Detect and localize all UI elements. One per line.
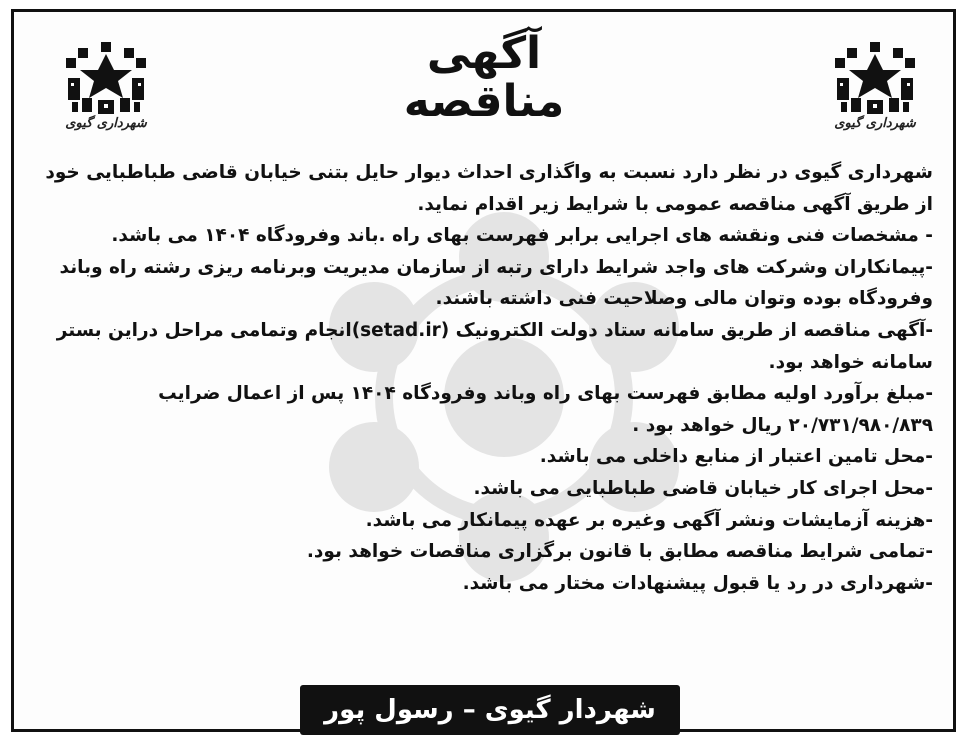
notice-item: -تمامی شرایط مناقصه مطابق با قانون برگزاری مناقصات خواهد بود.	[306, 541, 933, 563]
notice-intro: شهرداری گیوی در نظر دارد نسبت به واگذاری احداث دیوار حایل بتنی خیابان قاضی طباطبایی خود از طریق آگهی مناقصه عمومی با شرایط زیر اقدام نماید.	[45, 162, 933, 215]
logo-left	[60, 40, 152, 140]
notice-item: -آگهی مناقصه از طریق سامانه ستاد دولت الکترونیک (setad.ir)انجام وتمامی مراحل دراین بستر سامانه خواهد بود.	[56, 319, 933, 373]
municipality-emblem-icon	[60, 40, 152, 120]
notice-item: -محل تامین اعتبار از منابع داخلی می باشد.	[539, 446, 933, 468]
municipality-emblem-icon	[829, 40, 921, 120]
notice-item: -هزینه آزمایشات ونشر آگهی وغیره بر عهده پیمانکار می باشد.	[365, 509, 933, 531]
notice-item: -شهرداری در رد یا قبول پیشنهادات مختار می باشد.	[462, 572, 933, 594]
notice-item: -پیمانکاران وشرکت های واجد شرایط دارای رتبه از سازمان مدیریت وبرنامه ریزی رشته راه وباند وفرودگاه بوده وتوان مالی وصلاحیت فنی داشته باشند.	[59, 256, 933, 310]
notice-title: آگهی مناقصه	[403, 28, 565, 128]
signature-text: شهردار گیوی – رسول پور	[324, 695, 656, 725]
notice-item: -محل اجرای کار خیابان قاضی طباطبایی می باشد.	[473, 477, 933, 499]
signature-bar	[300, 685, 680, 735]
notice-body	[40, 157, 933, 599]
title-wrap	[369, 30, 599, 127]
logo-caption: شهرداری گیوی	[834, 116, 916, 131]
notice-header	[14, 12, 953, 162]
notice-item: -مبلغ برآورد اولیه مطابق فهرست بهای راه وباند وفرودگاه ۱۴۰۴ پس از اعمال ضرایب ۲۰/۷۳۱/۹۸۰/۸۳۹ ریال خواهد بود .	[158, 383, 933, 436]
notice-item: - مشخصات فنی ونقشه های اجرایی برابر فهرست بهای راه .باند وفرودگاه ۱۴۰۴ می باشد.	[111, 225, 933, 247]
notice-frame	[11, 9, 956, 732]
logo-right	[829, 40, 921, 140]
logo-caption: شهرداری گیوی	[65, 116, 147, 131]
